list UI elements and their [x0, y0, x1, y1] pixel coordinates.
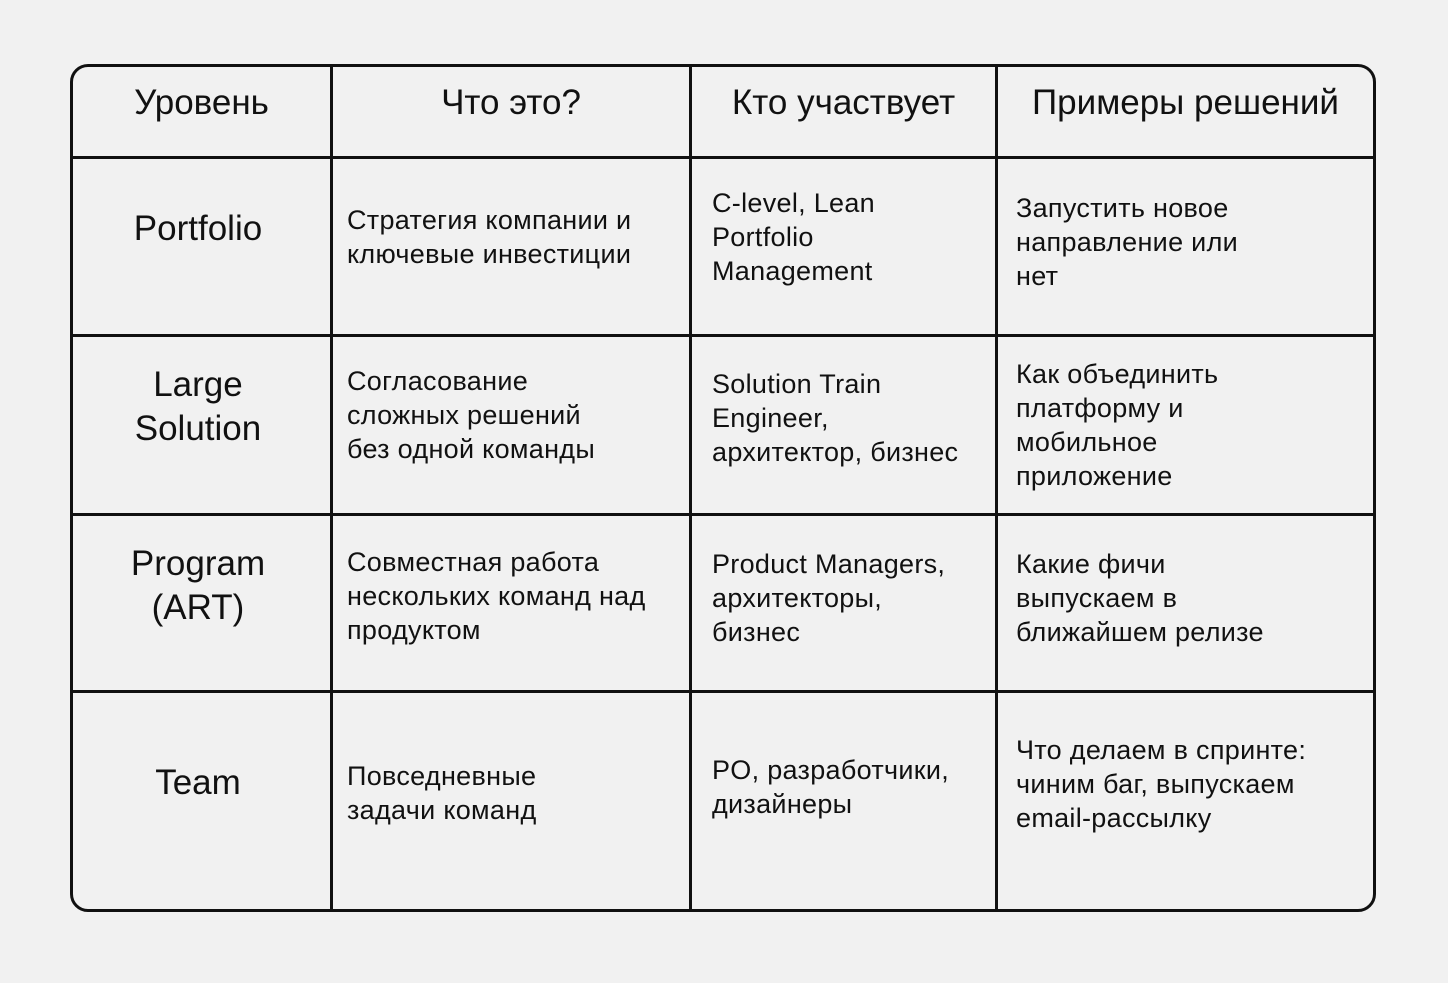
text-line: Что делаем в спринте: — [1016, 735, 1307, 765]
text-line: нескольких команд над — [347, 581, 646, 611]
text-line: чиним баг, выпускаем — [1016, 769, 1295, 799]
examples-cell — [1016, 733, 1306, 835]
level-cell — [73, 516, 323, 656]
what-cell — [347, 364, 595, 466]
level-cell — [73, 693, 323, 873]
who-cell — [712, 367, 958, 469]
who-cell — [712, 547, 945, 649]
text-line: Стратегия компании и — [347, 205, 632, 235]
header-level: Уровень — [134, 83, 269, 122]
level-cell — [73, 159, 323, 299]
header-examples: Примеры решений — [1032, 83, 1339, 122]
examples-cell — [1016, 547, 1264, 649]
text-line: нет — [1016, 261, 1059, 291]
text-line: архитекторы, — [712, 583, 883, 613]
level-line: Large — [153, 365, 243, 404]
level-label — [135, 363, 261, 451]
header-who: Кто участвует — [731, 83, 956, 122]
text-line: Management — [712, 256, 873, 286]
level-line: Team — [155, 763, 241, 802]
text-line: архитектор, бизнес — [712, 437, 959, 467]
levels-table — [70, 64, 1376, 912]
text-line: PO, разработчики, — [712, 755, 950, 785]
text-line: продуктом — [347, 615, 481, 645]
text-line: C-level, Lean — [712, 188, 875, 218]
text-line: Какие фичи — [1016, 549, 1166, 579]
what-cell — [347, 545, 646, 647]
text-line: мобильное — [1016, 427, 1158, 457]
level-line: Portfolio — [133, 209, 263, 248]
level-label — [131, 542, 265, 630]
text-line: Повседневные — [347, 761, 537, 791]
column-divider — [995, 67, 998, 909]
text-line: задачи команд — [347, 795, 537, 825]
who-cell — [712, 753, 949, 821]
column-divider — [689, 67, 692, 909]
who-cell — [712, 186, 875, 288]
level-line: Program — [130, 544, 266, 583]
text-line: без одной команды — [347, 434, 596, 464]
text-line: Запустить новое — [1016, 193, 1229, 223]
level-label — [134, 207, 262, 251]
text-line: приложение — [1016, 461, 1173, 491]
text-line: выпускаем в — [1016, 583, 1178, 613]
text-line: Engineer, — [712, 403, 829, 433]
level-line: (ART) — [151, 588, 245, 627]
examples-cell — [1016, 357, 1218, 493]
text-line: Product Managers, — [712, 549, 946, 579]
text-line: Совместная работа — [347, 547, 600, 577]
text-line: дизайнеры — [712, 789, 853, 819]
level-label — [155, 761, 241, 805]
text-line: сложных решений — [347, 400, 581, 430]
what-cell — [347, 759, 537, 827]
header-what: Что это? — [441, 83, 581, 122]
text-line: Согласование — [347, 366, 529, 396]
level-cell — [73, 337, 323, 477]
text-line: Как объединить — [1016, 359, 1219, 389]
text-line: направление или — [1016, 227, 1239, 257]
text-line: Solution Train — [712, 369, 882, 399]
text-line: бизнес — [712, 617, 801, 647]
text-line: ключевые инвестиции — [347, 239, 632, 269]
text-line: Portfolio — [712, 222, 814, 252]
level-line: Solution — [134, 409, 262, 448]
text-line: email-рассылку — [1016, 803, 1212, 833]
text-line: ближайшем релизе — [1016, 617, 1264, 647]
what-cell — [347, 203, 631, 271]
examples-cell — [1016, 191, 1238, 293]
text-line: платформу и — [1016, 393, 1184, 423]
column-divider — [330, 67, 333, 909]
